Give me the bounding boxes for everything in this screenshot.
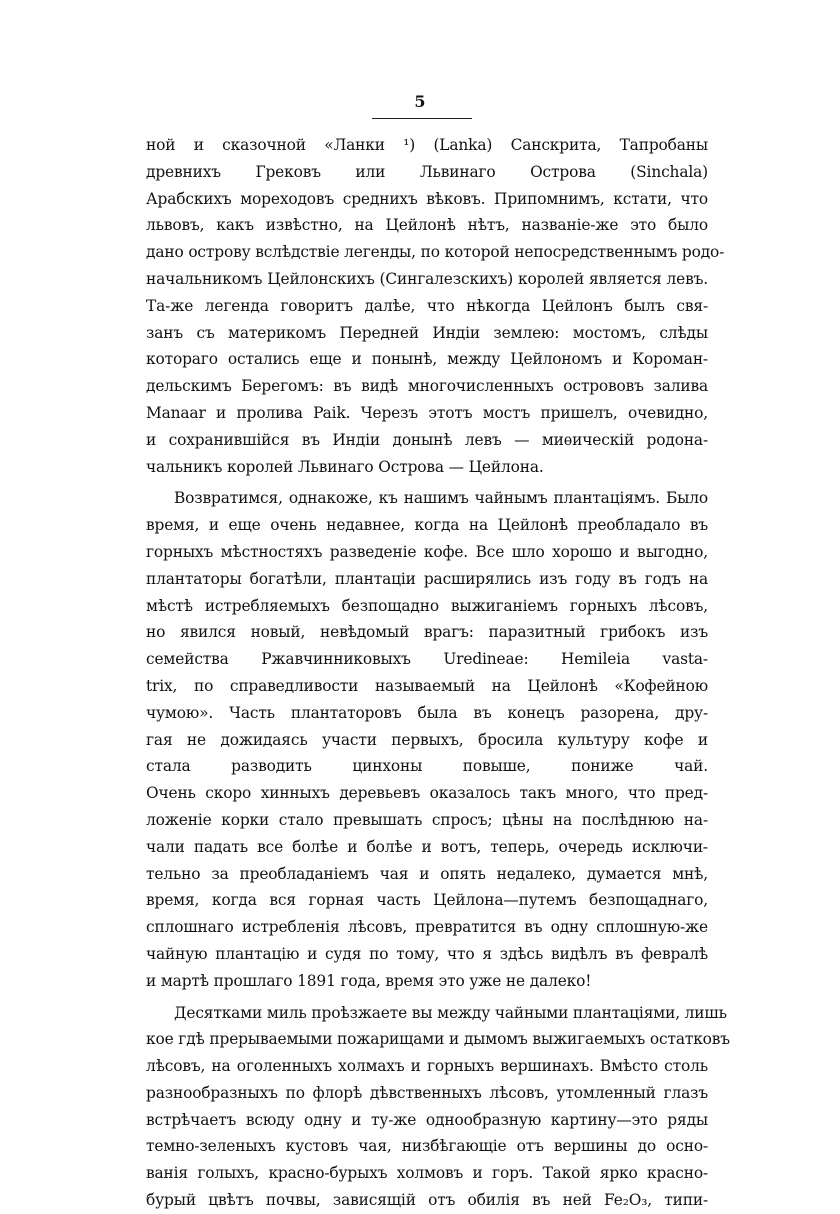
text-line: и мартѣ прошлаго 1891 года, время это уже не далеко! <box>146 971 592 990</box>
text-line: дельскимъ Берегомъ: въ видѣ многочисленныхъ острововъ залива <box>146 377 708 396</box>
text-line: Очень скоро хинныхъ деревьевъ оказалось такъ много, что пред- <box>146 784 708 803</box>
text-line: гая не дожидаясь участи первыхъ, бросила культуру кофе и <box>146 730 708 749</box>
text-line: тельно за преобладаніемъ чая и опять недалеко, думается мнѣ, <box>146 864 708 883</box>
text-line: чумою». Часть плантаторовъ была въ конецъ разорена, дру- <box>146 703 708 722</box>
text-line: бурый цвѣтъ почвы, зависящій отъ обилія въ ней Fe₂O₃, типи- <box>146 1191 708 1210</box>
text-line: занъ съ материкомъ Передней Индіи землею: мостомъ, слѣды <box>146 323 708 342</box>
header-rule <box>372 118 472 119</box>
text-line: кое гдѣ прерываемыми пожарищами и дымомъ выжигаемыхъ остатковъ <box>146 1030 730 1049</box>
text-line: ванія голыхъ, красно-бурыхъ холмовъ и горъ. Такой ярко красно- <box>146 1164 708 1183</box>
text-line: древнихъ Грековъ или Львинаго Острова (Sinchala) <box>146 162 708 181</box>
text-line: чальникъ королей Львинаго Острова — Цейлона. <box>146 457 544 476</box>
text-line: Возвратимся, однакоже, къ нашимъ чайнымъ плантаціямъ. Было <box>174 489 708 508</box>
paragraph <box>146 132 725 480</box>
text-line: разнообразныхъ по флорѣ дѣвственныхъ лѣсовъ, утомленный глазъ <box>146 1083 708 1102</box>
paragraph <box>146 1000 730 1214</box>
text-line: но явился новый, невѣдомый врагъ: паразитный грибокъ изъ <box>146 623 708 642</box>
text-line: начальникомъ Цейлонскихъ (Сингалезскихъ) королей является левъ. <box>146 269 708 288</box>
text-line: Арабскихъ мореходовъ среднихъ вѣковъ. Припомнимъ, кстати, что <box>146 189 708 208</box>
page-number: 5 <box>414 92 426 111</box>
text-line: мѣстѣ истребляемыхъ безпощадно выжиганіемъ горныхъ лѣсовъ, <box>146 596 708 615</box>
text-line: львовъ, какъ извѣстно, на Цейлонѣ нѣтъ, названіе-же это было <box>146 216 708 235</box>
text-line: время, и еще очень недавнее, когда на Цейлонѣ преобладало въ <box>146 516 708 535</box>
text-line: и сохранившійся въ Индіи донынѣ левъ — миѳическій родона- <box>146 430 708 449</box>
text-line: время, когда вся горная часть Цейлона—путемъ безпощаднаго, <box>146 891 708 910</box>
text-line: семейства Ржавчинниковыхъ Uredineae: Hemileia vasta- <box>146 650 708 669</box>
text-line: дано острову вслѣдствіе легенды, по которой непосредственнымъ родо- <box>146 243 725 262</box>
text-line: стала разводить цинхоны повыше, пониже чай. <box>146 757 708 776</box>
text-line: Manaar и пролива Paik. Черезъ этотъ мостъ пришелъ, очевидно, <box>146 403 708 422</box>
text-line: trix, по справедливости называемый на Цейлонѣ «Кофейною <box>146 676 708 695</box>
text-line: темно-зеленыхъ кустовъ чая, низбѣгающіе отъ вершины до осно- <box>146 1137 708 1156</box>
text-line: плантаторы богатѣли, плантаціи расширялись изъ году въ годъ на <box>146 569 708 588</box>
text-line: сплошнаго истребленія лѣсовъ, превратится въ одну сплошную-же <box>146 918 708 937</box>
text-line: лѣсовъ, на оголенныхъ холмахъ и горныхъ вершинахъ. Вмѣсто столь <box>146 1057 708 1076</box>
text-line: встрѣчаетъ всюду одну и ту-же однообразную картину—это ряды <box>146 1110 708 1129</box>
text-line: Та-же легенда говоритъ далѣе, что нѣкогда Цейлонъ былъ свя- <box>146 296 708 315</box>
text-line: ной и сказочной «Ланки ¹) (Lanka) Санскрита, Тапробаны <box>146 136 708 154</box>
text-line: чайную плантацію и судя по тому, что я здѣсь видѣлъ въ февралѣ <box>146 944 708 963</box>
text-line: ложеніе корки стало превышать спросъ; цѣны на послѣднюю на- <box>146 810 708 829</box>
text-line: котораго остались еще и понынѣ, между Цейлономъ и Короман- <box>146 350 708 369</box>
text-line: горныхъ мѣстностяхъ разведеніе кофе. Все шло хорошо и выгодно, <box>146 542 708 561</box>
body-text <box>146 132 730 1214</box>
text-line: Десятками миль проѣзжаете вы между чайными плантаціями, лишь <box>174 1003 727 1022</box>
paragraph <box>146 485 708 994</box>
text-line: чали падать все болѣе и болѣе и вотъ, теперь, очередь исключи- <box>146 837 708 856</box>
